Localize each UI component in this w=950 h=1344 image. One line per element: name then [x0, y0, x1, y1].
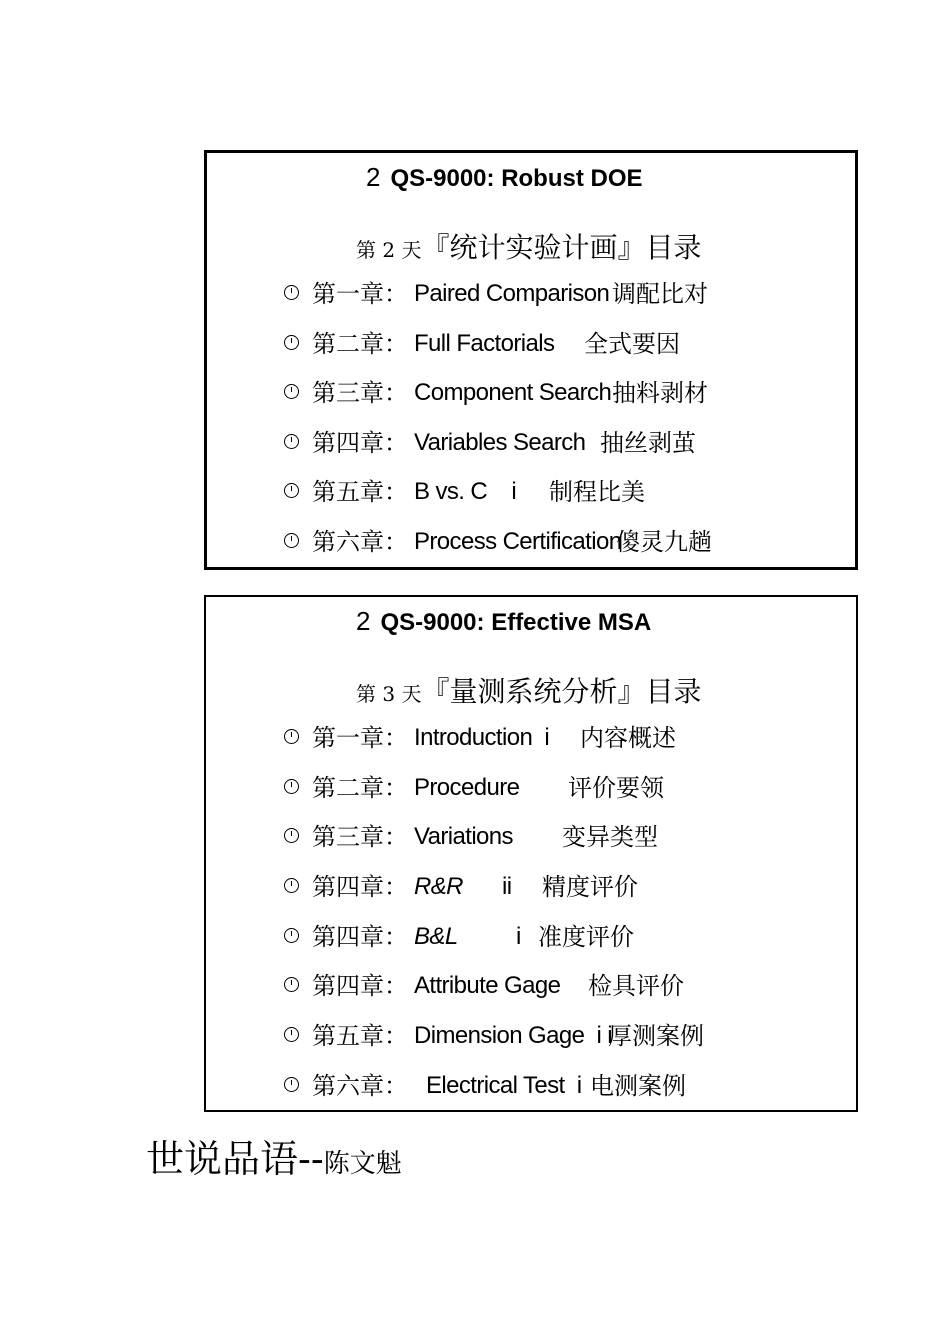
- chapter-label: 第四章：: [312, 873, 408, 901]
- chapter-english: B&L: [414, 923, 458, 950]
- clock-icon: [284, 335, 299, 350]
- chapter-chinese: 厚测案例: [608, 1022, 704, 1050]
- chapter-english: Variables Search: [414, 429, 586, 456]
- chapter-label: 第三章：: [312, 379, 408, 407]
- chapter-english: Component Search: [414, 379, 612, 406]
- clock-icon: [284, 828, 299, 843]
- chapter-chinese: 评价要领: [568, 774, 664, 802]
- chapter-chinese: 电测案例: [590, 1072, 686, 1100]
- doe-title-text: QS-9000: Robust DOE: [390, 165, 643, 192]
- chapter-english-suffix: ii: [502, 873, 512, 900]
- msa-chapter-list: [284, 718, 784, 1108]
- clock-icon: [284, 285, 299, 300]
- clock-icon: [284, 878, 299, 893]
- chapter-label: 第三章：: [312, 823, 408, 851]
- msa-title: [356, 606, 651, 637]
- doe-title-number: 2: [366, 162, 381, 192]
- doe-day-label: 第 2 天: [356, 238, 422, 262]
- chapter-label: 第五章：: [312, 478, 408, 506]
- chapter-label: 第二章：: [312, 774, 408, 802]
- clock-icon: [284, 977, 299, 992]
- chapter-label: 第四章：: [312, 972, 408, 1000]
- chapter-chinese: 内容概述: [580, 724, 676, 752]
- chapter-chinese: 检具评价: [588, 972, 684, 1000]
- footer-author: 陈文魁: [323, 1149, 402, 1179]
- clock-icon: [284, 533, 299, 548]
- doe-subtitle: [356, 226, 701, 266]
- msa-day-label: 第 3 天: [356, 682, 422, 706]
- chapter-label: 第四章：: [312, 923, 408, 951]
- chapter-chinese: 准度评价: [538, 923, 634, 951]
- chapter-english: Process Certification: [414, 528, 622, 555]
- chapter-chinese: 制程比美: [549, 478, 645, 506]
- clock-icon: [284, 434, 299, 449]
- chapter-label: 第四章：: [312, 429, 408, 457]
- chapter-label: 第五章：: [312, 1022, 408, 1050]
- msa-subtitle: [356, 670, 701, 710]
- clock-icon: [284, 928, 299, 943]
- msa-title-number: 2: [356, 606, 371, 636]
- chapter-chinese: 全式要因: [584, 330, 680, 358]
- chapter-label: 第一章：: [312, 724, 408, 752]
- chapter-english: R&R: [414, 873, 463, 900]
- chapter-label: 第二章：: [312, 330, 408, 358]
- doe-chapter-list: [284, 274, 784, 574]
- chapter-chinese: 傻灵九趟: [616, 528, 712, 556]
- chapter-english: Paired Comparison: [414, 280, 610, 307]
- chapter-label: 第六章：: [312, 528, 408, 556]
- doe-subtitle-text: 『统计实验计画』目录: [421, 231, 702, 264]
- chapter-english: B vs. C i: [414, 478, 517, 505]
- chapter-english: Electrical Test i: [426, 1072, 582, 1099]
- chapter-english: Attribute Gage: [414, 972, 561, 999]
- chapter-english: Introduction i: [414, 724, 550, 751]
- chapter-chinese: 精度评价: [542, 873, 638, 901]
- chapter-chinese: 变异类型: [562, 823, 658, 851]
- footer-main-text: 世说品语--: [146, 1137, 324, 1181]
- clock-icon: [284, 1077, 299, 1092]
- doe-title: [366, 162, 643, 193]
- chapter-english: Full Factorials: [414, 330, 555, 357]
- chapter-chinese: 抽料剥材: [612, 379, 708, 407]
- chapter-chinese: 调配比对: [612, 280, 708, 308]
- chapter-chinese: 抽丝剥茧: [600, 429, 696, 457]
- clock-icon: [284, 483, 299, 498]
- clock-icon: [284, 1027, 299, 1042]
- chapter-label: 第一章：: [312, 280, 408, 308]
- chapter-english: Dimension Gage i i: [414, 1022, 613, 1049]
- clock-icon: [284, 384, 299, 399]
- clock-icon: [284, 779, 299, 794]
- chapter-english: Procedure: [414, 774, 520, 801]
- chapter-label: 第六章：: [312, 1072, 408, 1100]
- footer-signature: [146, 1128, 402, 1183]
- msa-title-text: QS-9000: Effective MSA: [380, 609, 652, 636]
- clock-icon: [284, 729, 299, 744]
- msa-subtitle-text: 『量测系统分析』目录: [421, 675, 702, 708]
- chapter-english-suffix: i: [516, 923, 521, 950]
- chapter-english: Variations: [414, 823, 513, 850]
